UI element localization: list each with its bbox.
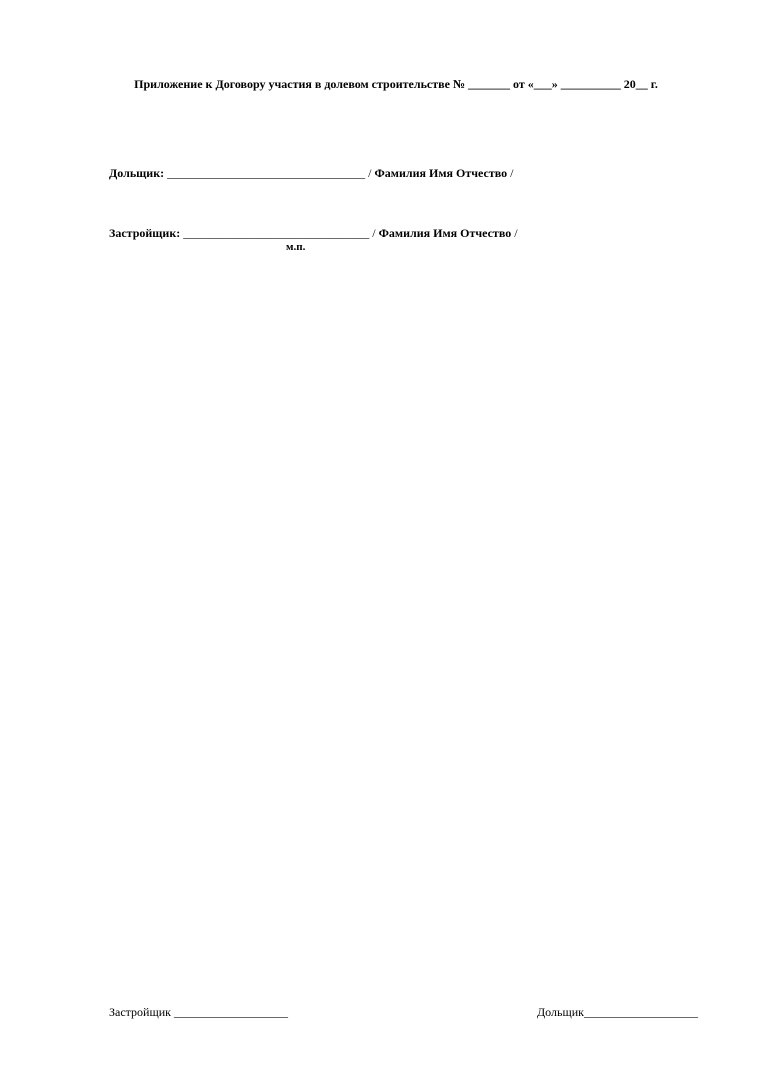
footer-developer-signature: Застройщик ___________________: [109, 1005, 288, 1019]
developer-name-placeholder: Фамилия Имя Отчество: [378, 226, 512, 240]
developer-label: Застройщик:: [109, 226, 181, 240]
developer-signature-blank: _______________________________: [180, 226, 373, 240]
developer-slash-close: /: [511, 226, 518, 240]
shareholder-label: Дольщик:: [109, 166, 165, 180]
developer-slash-open: /: [372, 226, 379, 240]
shareholder-slash-open: /: [368, 166, 375, 180]
shareholder-slash-close: /: [507, 166, 514, 180]
document-title: Приложение к Договору участия в долевом строительстве № _______ от «___» __________ 20__ г.: [134, 77, 658, 91]
developer-signature-line: [109, 226, 518, 241]
stamp-mark: м.п.: [286, 241, 306, 253]
shareholder-signature-line: [109, 166, 513, 181]
shareholder-name-placeholder: Фамилия Имя Отчество: [374, 166, 508, 180]
shareholder-signature-blank: _________________________________: [164, 166, 369, 180]
footer-shareholder-signature: Дольщик___________________: [537, 1005, 698, 1019]
